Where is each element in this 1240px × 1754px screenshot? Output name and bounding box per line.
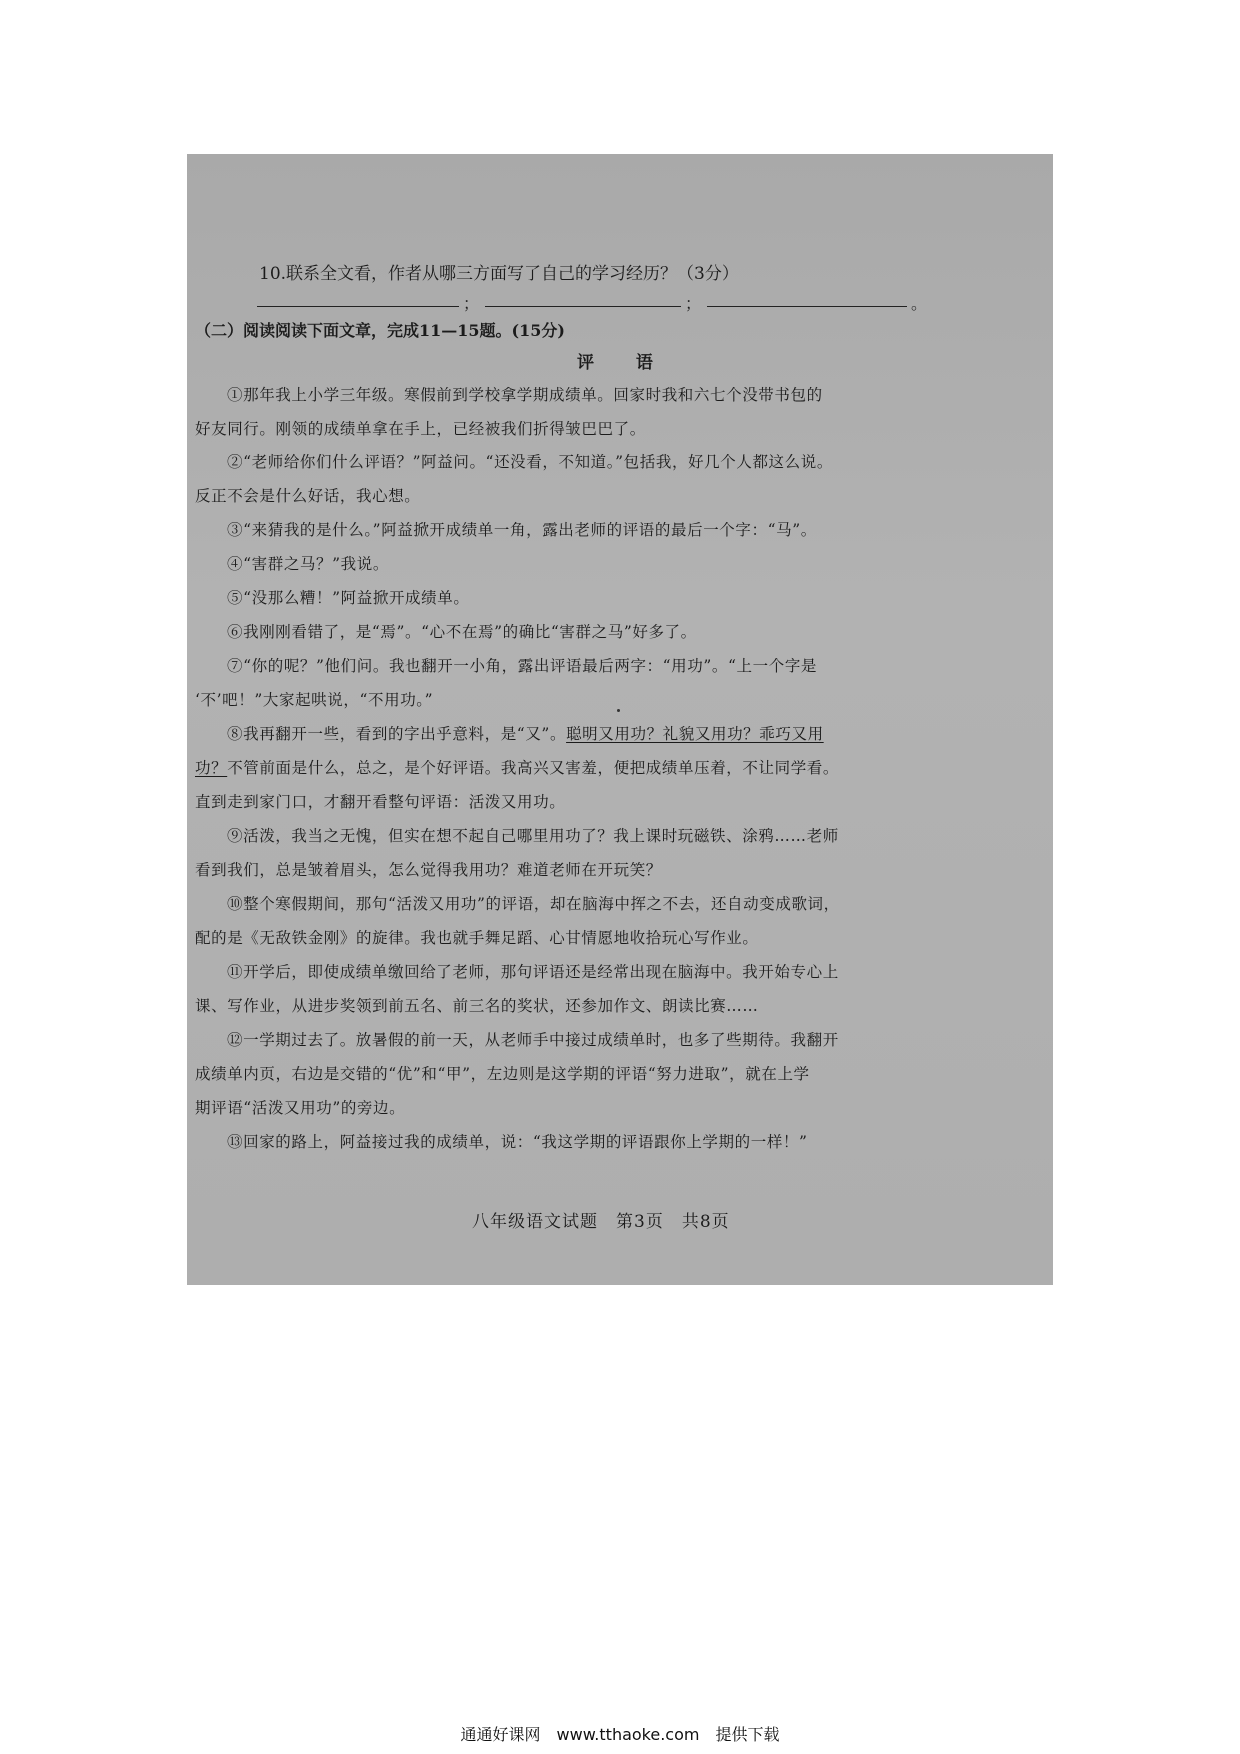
answer-blank-1[interactable]: [257, 306, 459, 307]
paragraph-line: ⑫一学期过去了。放暑假的前一天，从老师手中接过成绩单时，也多了些期待。我翻开: [227, 1031, 839, 1049]
article-title: 评 语: [577, 353, 671, 373]
scanned-exam-page: [187, 154, 1053, 1285]
answer-blank-2[interactable]: [485, 306, 681, 307]
paragraph-line: [227, 724, 824, 744]
download-credit: 通通好课网 www.tthaoke.com 提供下载: [460, 1725, 780, 1744]
paragraph-line: ⑦“你的呢？”他们问。我也翻开一小角，露出评语最后两字：“用功”。“上一个字是: [227, 657, 818, 675]
paragraph-text: ⑧我再翻开一些，看到的字出乎意料，是“又”。: [227, 725, 567, 743]
paragraph-line: [195, 758, 839, 778]
underlined-text: 聪明又用功？礼貌又用功？乖巧又用: [566, 725, 824, 743]
paragraph-line: 成绩单内页，右边是交错的“优”和“甲”，左边则是这学期的评语“努力进取”，就在上学: [195, 1065, 810, 1083]
paragraph-line: ②“老师给你们什么评语？”阿益问。“还没看，不知道。”包括我，好几个人都这么说。: [227, 453, 833, 471]
paragraph-line: 课、写作业，从进步奖领到前五名、前三名的奖状，还参加作文、朗读比赛……: [195, 997, 759, 1015]
paragraph-line: ④“害群之马？”我说。: [227, 555, 389, 573]
underlined-text: 功？: [195, 759, 228, 777]
blank-separator: ；: [685, 294, 702, 313]
paragraph-line: ①那年我上小学三年级。寒假前到学校拿学期成绩单。回家时我和六七个没带书包的: [227, 386, 823, 404]
paragraph-line: 配的是《无敌铁金刚》的旋律。我也就手舞足蹈、心甘情愿地收拾玩心写作业。: [195, 929, 759, 947]
paragraph-line: ⑨活泼，我当之无愧，但实在想不起自己哪里用功了？我上课时玩磁铁、涂鸦……老师: [227, 827, 839, 845]
answer-blanks: [257, 294, 1037, 314]
paragraph-line: 看到我们，总是皱着眉头，怎么觉得我用功？难道老师在开玩笑？: [195, 861, 662, 879]
paragraph-line: ③“来猜我的是什么。”阿益掀开成绩单一角，露出老师的评语的最后一个字：“马”。: [227, 521, 817, 539]
stray-mark: [617, 709, 620, 712]
paragraph-line: ⑤“没那么糟！”阿益掀开成绩单。: [227, 589, 470, 607]
paragraph-line: ⑥我刚刚看错了，是“焉”。“心不在焉”的确比“害群之马”好多了。: [227, 623, 697, 641]
blank-end-mark: 。: [911, 294, 928, 313]
paragraph-line: 反正不会是什么好话，我心想。: [195, 487, 421, 505]
paragraph-line: ‘不’吧！”大家起哄说，“不用功。”: [195, 691, 434, 709]
paragraph-line: 直到走到家门口，才翻开看整句评语：活泼又用功。: [195, 793, 566, 811]
answer-blank-3[interactable]: [707, 306, 907, 307]
paragraph-line: ⑬回家的路上，阿益接过我的成绩单，说：“我这学期的评语跟你上学期的一样！”: [227, 1133, 808, 1151]
paragraph-line: ⑩整个寒假期间，那句“活泼又用功”的评语，却在脑海中挥之不去，还自动变成歌词，: [227, 895, 840, 913]
paragraph-line: 期评语“活泼又用功”的旁边。: [195, 1099, 406, 1117]
blank-separator: ；: [463, 294, 480, 313]
question-10: 10.联系全文看，作者从哪三方面写了自己的学习经历？（3分）: [259, 264, 739, 284]
page-footer: 八年级语文试题 第3页 共8页: [472, 1212, 730, 1232]
paragraph-line: ⑪开学后，即使成绩单缴回给了老师，那句评语还是经常出现在脑海中。我开始专心上: [227, 963, 839, 981]
paragraph-line: 好友同行。刚领的成绩单拿在手上，已经被我们折得皱巴巴了。: [195, 420, 646, 438]
paragraph-text: 不管前面是什么，总之，是个好评语。我高兴又害羞，便把成绩单压着，不让同学看。: [227, 759, 840, 777]
section-heading: （二）阅读阅读下面文章，完成11—15题。(15分): [195, 321, 565, 340]
